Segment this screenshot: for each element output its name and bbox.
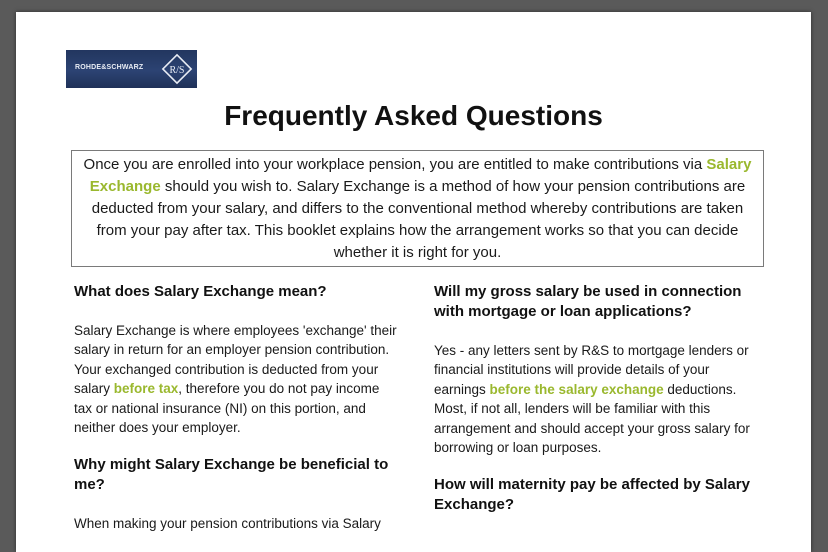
document-page [16,12,811,552]
rs-logo-icon [161,53,193,85]
intro-text-1: Once you are enrolled into your workplace pension, you are entitled to make contributions via [83,156,707,173]
answer-text: , therefore you do not pay income tax or national insurance (NI) on this portion, and neither does your employer. [74,381,380,436]
logo-wordmark: ROHDE&SCHWARZ [75,64,144,71]
question-heading: Why might Salary Exchange be beneficial to me? [74,456,389,494]
answer-highlight: before the salary exchange [489,381,664,397]
answer-paragraph: When making your pension contributions via Salary [74,516,381,532]
question-heading: What does Salary Exchange mean? [74,283,327,300]
right-column [434,282,764,534]
intro-box [71,150,764,267]
answer-highlight: before tax [113,381,179,397]
answer-text: Salary Exchange is where employees 'exchange' their salary in return for an employer pension contribution. Your exchanged contribution is deducted from your salary [74,323,397,397]
intro-text-2: should you wish to. Salary Exchange is a method of how your pension contributions are deducted from your salary, and differs to the conventional method whereby contributions are taken from your pay after tax. This booklet explains how the arrangement works so that you can decide whether it is right for you. [91,178,746,261]
question-heading: How will maternity pay be affected by Salary Exchange? [434,476,750,514]
answer-paragraph [434,341,764,457]
company-logo [66,50,197,88]
logo-mark-text: R/S [169,65,185,76]
question-heading: Will my gross salary be used in connection with mortgage or loan applications? [434,283,742,320]
answer-text: Yes - any letters sent by R&S to mortgage lenders or financial institutions will provide details of your earnings [434,343,749,397]
answer-text: deductions. Most, if not all, lenders will be familiar with this arrangement and should accept your gross salary for borrowing or loan purposes. [434,381,750,456]
intro-highlight: Salary Exchange [89,156,752,195]
page-title: Frequently Asked Questions [224,100,603,131]
answer-paragraph [74,321,399,437]
left-column [74,282,399,552]
